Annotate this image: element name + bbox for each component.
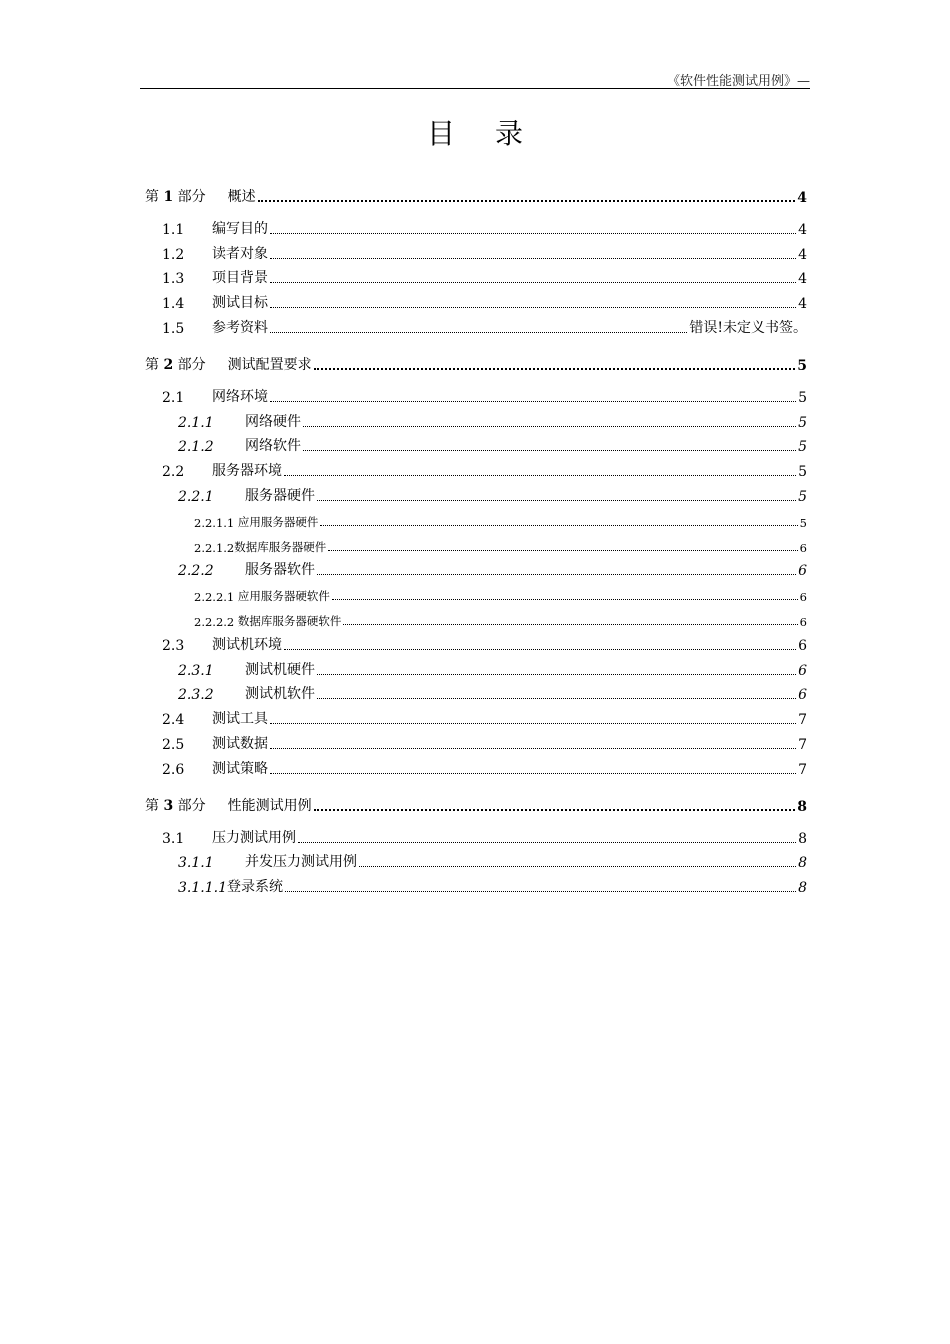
toc-entry-1-5[interactable]: 1.5 参考资料 错误!未定义书签。 (145, 312, 807, 337)
toc-entry-2-1[interactable]: 2.1 网络环境 5 (162, 388, 807, 406)
running-header: 《软件性能测试用例》— (666, 74, 810, 89)
header-rule (140, 88, 810, 89)
toc-entry-3-1-1[interactable]: 3.1.1 并发压力测试用例 8 (178, 854, 807, 872)
toc-entry-2-2-1-2[interactable]: 2.2.1.2 数据库服务器硬件 6 (194, 539, 807, 555)
bookmark-error-text: 错误!未定义书签。 (689, 319, 807, 336)
toc-entry-part-3[interactable]: 第 3 部分 性能测试用例 8 (145, 797, 807, 815)
toc-entry-1-2[interactable]: 1.2 读者对象 4 (162, 245, 807, 263)
toc-entry-3-1-1-1[interactable]: 3.1.1.1 登录系统 8 (178, 879, 807, 897)
toc-entry-2-5[interactable]: 2.5 测试数据 7 (162, 735, 807, 753)
toc-entry-3-1[interactable]: 3.1 压力测试用例 8 (162, 829, 807, 847)
toc-entry-2-2-1-1[interactable]: 2.2.1.1 应用服务器硬件 5 (194, 514, 807, 530)
toc-entry-2-2[interactable]: 2.2 服务器环境 5 (162, 463, 807, 481)
toc-entry-2-3-1[interactable]: 2.3.1 测试机硬件 6 (178, 661, 807, 679)
toc-entry-1-1[interactable]: 1.1 编写目的 4 (162, 220, 807, 238)
table-of-contents (145, 178, 807, 896)
toc-entry-2-3-2[interactable]: 2.3.2 测试机软件 6 (178, 686, 807, 704)
toc-entry-2-2-2-2[interactable]: 2.2.2.2 数据库服务器硬软件 6 (194, 613, 807, 629)
toc-entry-title: 概述 (227, 189, 256, 205)
toc-entry-2-2-2[interactable]: 2.2.2 服务器软件 6 (178, 562, 807, 580)
toc-entry-2-1-1[interactable]: 2.1.1 网络硬件 5 (178, 413, 807, 431)
toc-entry-2-2-1[interactable]: 2.2.1 服务器硬件 5 (178, 487, 807, 505)
toc-entry-part-2[interactable]: 第 2 部分 测试配置要求 5 (145, 356, 807, 374)
toc-entry-part-1[interactable]: 第 1 部分 概述 4 (145, 178, 807, 206)
toc-page-number: 4 (797, 190, 807, 206)
toc-entry-1-4[interactable]: 1.4 测试目标 4 (162, 295, 807, 313)
toc-entry-2-2-2-1[interactable]: 2.2.2.1 应用服务器硬软件 6 (194, 589, 807, 605)
page-title: 目录 (426, 117, 563, 150)
toc-entry-2-1-2[interactable]: 2.1.2 网络软件 5 (178, 438, 807, 456)
toc-entry-2-6[interactable]: 2.6 测试策略 7 (162, 760, 807, 778)
toc-entry-2-3[interactable]: 2.3 测试机环境 6 (162, 636, 807, 654)
dot-leader (258, 200, 796, 202)
toc-entry-2-4[interactable]: 2.4 测试工具 7 (162, 711, 807, 729)
toc-entry-1-3[interactable]: 1.3 项目背景 4 (162, 270, 807, 288)
